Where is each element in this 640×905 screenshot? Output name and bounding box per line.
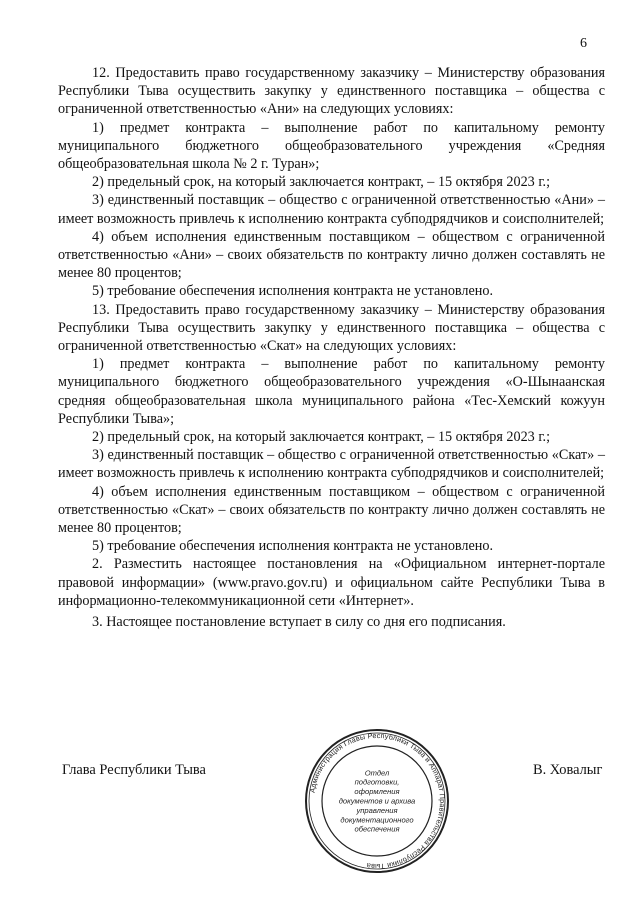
paragraph: 4) объем исполнения единственным поставщиком – обществом с ограниченной ответственностью «Ани» – своих обязательств по контракту лично должен составлять не менее 80 процентов; bbox=[58, 228, 605, 282]
paragraph: 2. Разместить настоящее постановления на «Официальном интернет-портале правовой информации» (www.pravo.gov.ru) и официальном сайте Республики Тыва в информационно-телекоммуникационной сети «Интернет». bbox=[58, 556, 605, 609]
stamp-inner-line: документов и архива bbox=[338, 796, 416, 806]
paragraph: 4) объем исполнения единственным поставщиком – обществом с ограниченной ответственностью «Скат» – своих обязательств по контракту лично должен составлять не менее 80 процентов; bbox=[58, 483, 605, 537]
stamp-inner-line: управления bbox=[356, 805, 398, 815]
stamp-inner-line: оформления bbox=[354, 787, 400, 797]
paragraph: 2) предельный срок, на который заключается контракт, – 15 октября 2023 г.; bbox=[92, 174, 551, 191]
paragraph: 1) предмет контракта – выполнение работ по капитальному ремонту муниципального бюджетного общеобразовательного учреждения «Средняя общеобразовательная школа № 2 г. Туран»; bbox=[58, 119, 605, 173]
official-stamp bbox=[303, 727, 451, 875]
paragraph: 3) единственный поставщик – общество с ограниченной ответственностью «Скат» – имеет возможность привлечь к исполнению контракта субподрядчиков и соисполнителей; bbox=[58, 447, 605, 482]
paragraph: 5) требование обеспечения исполнения контракта не установлено. bbox=[92, 283, 494, 300]
stamp-inner-line: обеспечения bbox=[354, 824, 400, 834]
document-body bbox=[58, 64, 605, 631]
paragraph: 3. Настоящее постановление вступает в силу со дня его подписания. bbox=[92, 614, 506, 631]
paragraph: 1) предмет контракта – выполнение работ по капитальному ремонту муниципального бюджетного общеобразовательного учреждения «О-Шынаанская средняя общеобразовательная школа муниципального района «Тес-Хемский кожуун Республики Тыва»; bbox=[58, 356, 605, 427]
paragraph: 12. Предоставить право государственному заказчику – Министерству образования Республики Тыва осуществить закупку у единственного поставщика – общества с ограниченной ответственностью «Ани» на следующих условиях: bbox=[58, 65, 605, 118]
svg-text:Администрация Главы Республики: Администрация Главы Республики Тыва и Аппарат Правительства Республики Тыва bbox=[307, 730, 448, 872]
paragraph: 3) единственный поставщик – общество с ограниченной ответственностью «Ани» – имеет возможность привлечь к исполнению контракта субподрядчиков и соисполнителей; bbox=[58, 192, 605, 227]
stamp-inner-line: Отдел bbox=[364, 768, 390, 778]
paragraph: 13. Предоставить право государственному заказчику – Министерству образования Республики Тыва осуществить закупку у единственного поставщика – общества с ограниченной ответственностью «Скат» на следующих условиях: bbox=[58, 301, 605, 355]
paragraph: 2) предельный срок, на который заключается контракт, – 15 октября 2023 г.; bbox=[92, 429, 551, 446]
signature-name: В. Ховалыг bbox=[533, 762, 603, 778]
paragraph: 5) требование обеспечения исполнения контракта не установлено. bbox=[92, 538, 494, 555]
stamp-inner-line: документационного bbox=[340, 815, 414, 825]
page-number: 6 bbox=[580, 36, 587, 51]
signature-title: Глава Республики Тыва bbox=[62, 762, 206, 778]
stamp-inner-line: подготовки, bbox=[354, 777, 400, 787]
